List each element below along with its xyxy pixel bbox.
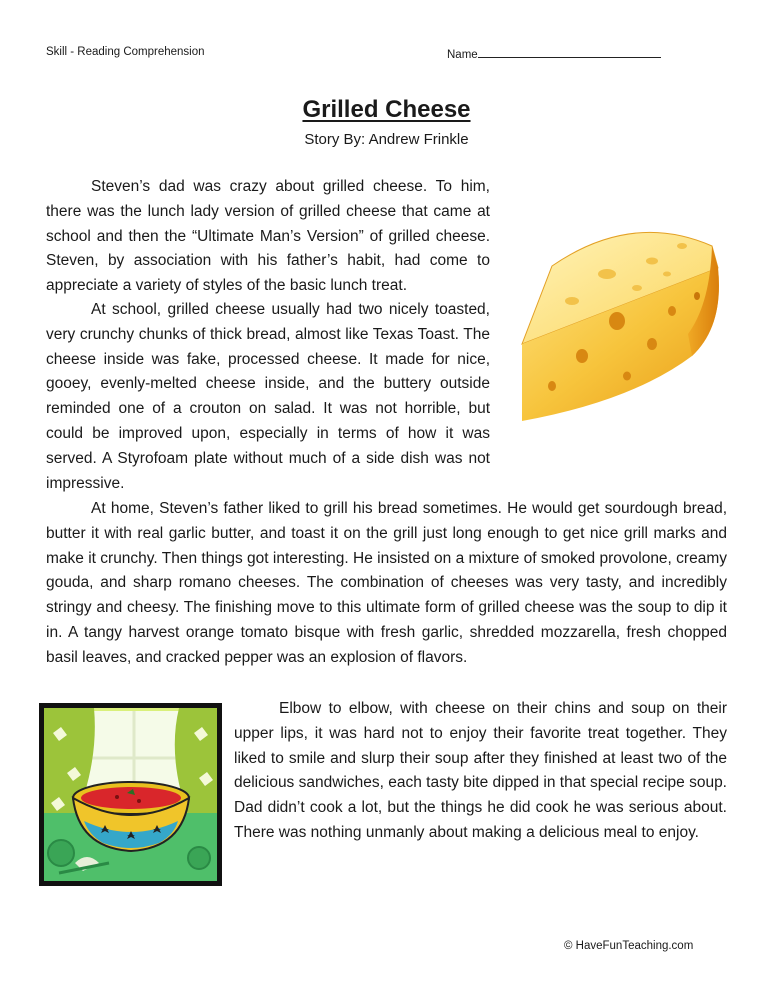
name-blank-line	[478, 46, 661, 58]
story-byline: Story By: Andrew Frinkle	[304, 131, 469, 148]
cheese-wedge-illustration	[512, 216, 726, 430]
skill-label: Skill - Reading Comprehension	[46, 46, 205, 58]
story-paragraph: At home, Steven’s father liked to grill his bread sometimes. He would get sourdough bread, butter it with real garlic butter, and toast it on the grill just long enough to get nice grill marks and make it crunchy. Then things got interesting. He insisted on a mixture of smoked provolone, creamy gouda, and sharp romano cheeses. The combination of cheeses was very tasty, and incredibly stringy and cheesy. The finishing move to this ultimate form of grilled cheese was the soup to dip it in. A tangy harvest orange tomato bisque with fresh garlic, shredded mozzarella, fresh chopped basil leaves, and cracked pepper was an explosion of flavors.	[46, 500, 727, 666]
name-label: Name	[447, 49, 478, 61]
copyright-footer: © HaveFunTeaching.com	[564, 940, 694, 952]
story-paragraph: Steven’s dad was crazy about grilled cheese. To him, there was the lunch lady version of grilled cheese that came at school and then the “Ultimate Man’s Version” of grilled cheese. Steven, by association with his father’s habit, had come to appreciate a variety of styles of the basic lunch treat.	[46, 178, 490, 295]
story-title: Grilled Cheese	[302, 96, 471, 123]
soup-bowl-illustration	[39, 703, 222, 886]
name-field	[447, 46, 661, 61]
story-paragraph: At school, grilled cheese usually had two nicely toasted, very crunchy chunks of thick bread, almost like Texas Toast. The cheese inside was fake, processed cheese. It made for nice, gooey, evenly-melted cheese inside, and the buttery outside reminded one of a crouton on salad. It was not horrible, but could be improved upon, especially in terms of how it was served. A Styrofoam plate without much of a side dish was not impressive.	[46, 301, 490, 492]
story-paragraph: Elbow to elbow, with cheese on their chins and soup on their upper lips, it was hard not to enjoy their favorite treat together. They liked to smile and slurp their soup after they finished at least two of the delicious sandwiches, each tasty bite dipped in that special recipe soup. Dad didn’t cook a lot, but the things he did cook he was serious about. There was nothing unmanly about making a delicious meal to enjoy.	[234, 700, 727, 841]
